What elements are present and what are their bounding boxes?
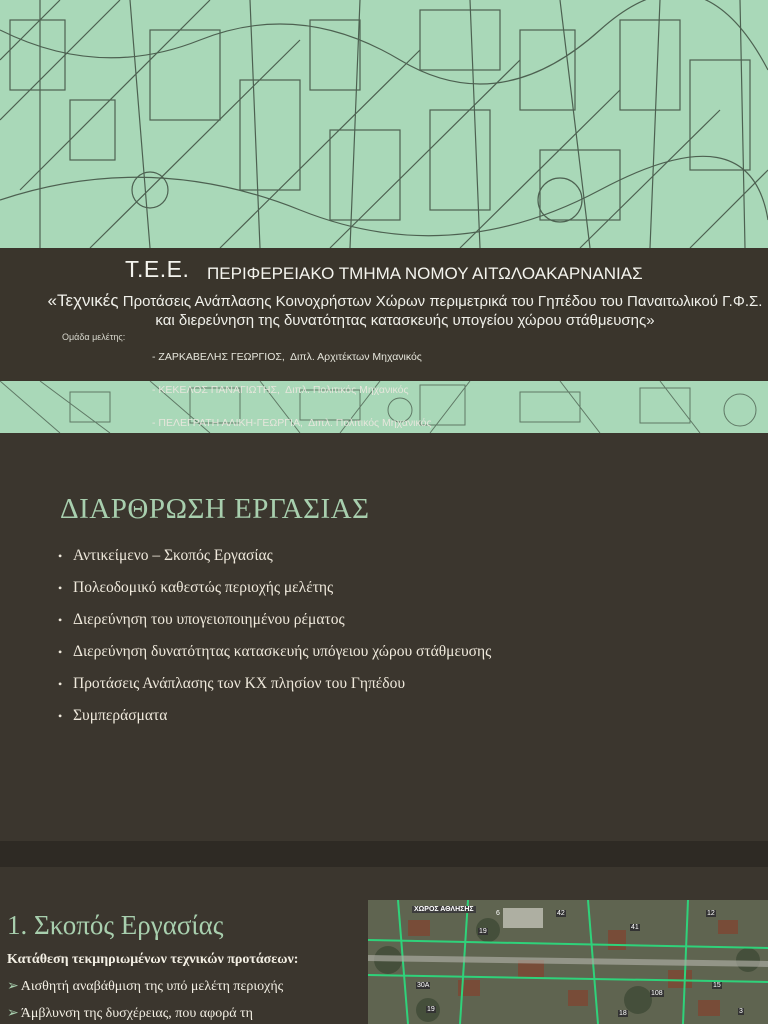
outline-item-text: Πολεοδομικό καθεστώς περιοχής μελέτης [73,579,334,596]
bullet-icon: • [58,549,63,563]
outline-item [58,673,491,705]
map-number: 18 [619,1010,627,1017]
arrow-bullet-icon: ➢ [7,1006,19,1021]
map-number: 41 [631,924,639,931]
outline-slide [0,433,768,841]
team-label: Ομάδα μελέτης: [62,332,126,342]
team-member: - ΠΕΛΕΓΡΑΤΗ ΑΛΙΚΗ-ΓΕΩΡΓΙΑ, Διπλ. Πολιτικός Μηχανικός [152,417,432,429]
map-number: 6 [496,910,500,917]
section-lead: Κατάθεση τεκμηριωμένων τεχνικών προτάσεων: [7,952,299,967]
outline-item-text: Διερεύνηση δυνατότητας κατασκευής υπόγειου χώρου στάθμευσης [73,643,492,660]
slide-separator [0,841,768,867]
purpose-item [7,978,283,995]
outline-item [58,705,491,737]
bullet-icon: • [58,613,63,627]
map-number: 19 [479,928,487,935]
bullet-icon: • [58,581,63,595]
project-subtitle [40,291,768,330]
team-member: - ΚΕΚΕΛΟΣ ΠΑΝΑΓΙΩΤΗΣ, Διπλ. Πολιτικός Μηχανικός [152,384,409,396]
map-number: 19 [427,1006,435,1013]
purpose-item-text: Αισθητή αναβάθμιση της υπό μελέτη περιοχής [20,979,284,994]
department-title: ΠΕΡΙΦΕΡΕΙΑΚΟ ΤΜΗΜΑ ΝΟΜΟΥ ΑΙΤΩΛΟΑΚΑΡΝΑΝΙΑΣ [207,264,643,283]
outline-item [58,545,491,577]
map-number: 3 [739,1008,743,1015]
map-number: 12 [707,910,715,917]
subtitle-lead: «Τεχνικές [47,291,119,310]
purpose-item [7,1005,253,1022]
outline-list [58,545,491,737]
outline-item [58,609,491,641]
map-label: ΧΩΡΟΣ ΑΘΛΗΣΗΣ [414,906,474,913]
outline-item-text: Προτάσεις Ανάπλασης των ΚΧ πλησίον του Γηπέδου [73,675,406,692]
team-member: - ΖΑΡΚΑΒΕΛΗΣ ΓΕΩΡΓΙΟΣ, Διπλ. Αρχιτέκτων Μηχανικός [152,351,422,363]
outline-item-text: Συμπεράσματα [73,707,168,724]
bullet-icon: • [58,709,63,723]
arrow-bullet-icon: ➢ [7,979,19,994]
outline-item [58,641,491,673]
section-title: 1. Σκοπός Εργασίας [7,910,224,940]
map-number: 108 [651,990,663,997]
purpose-item-text: Άμβλυνση της δυσχέρειας, που αφορά τη [20,1006,253,1021]
purpose-slide [0,867,768,1024]
bullet-icon: • [58,645,63,659]
map-number: 42 [557,910,565,917]
map-number: 15 [713,982,721,989]
outline-item-text: Αντικείμενο – Σκοπός Εργασίας [73,547,273,564]
map-number: 30A [417,982,430,989]
aerial-map-image [368,900,768,1024]
bullet-icon: • [58,677,63,691]
outline-title: ΔΙΑΡΘΡΩΣΗ ΕΡΓΑΣΙΑΣ [60,493,370,525]
org-title: Τ.Ε.Ε. [125,256,190,282]
outline-item [58,577,491,609]
outline-item-text: Διερεύνηση του υπογειοποιημένου ρέματος [73,611,345,628]
subtitle-rest: Προτάσεις Ανάπλασης Κοινοχρήστων Χώρων περιμετρικά του Γηπέδου του Παναιτωλικού Γ.Φ.Σ. και διερεύνηση της δυνατότητας κατασκευής υπογείου χώρου στάθμευσης» [118,293,763,329]
